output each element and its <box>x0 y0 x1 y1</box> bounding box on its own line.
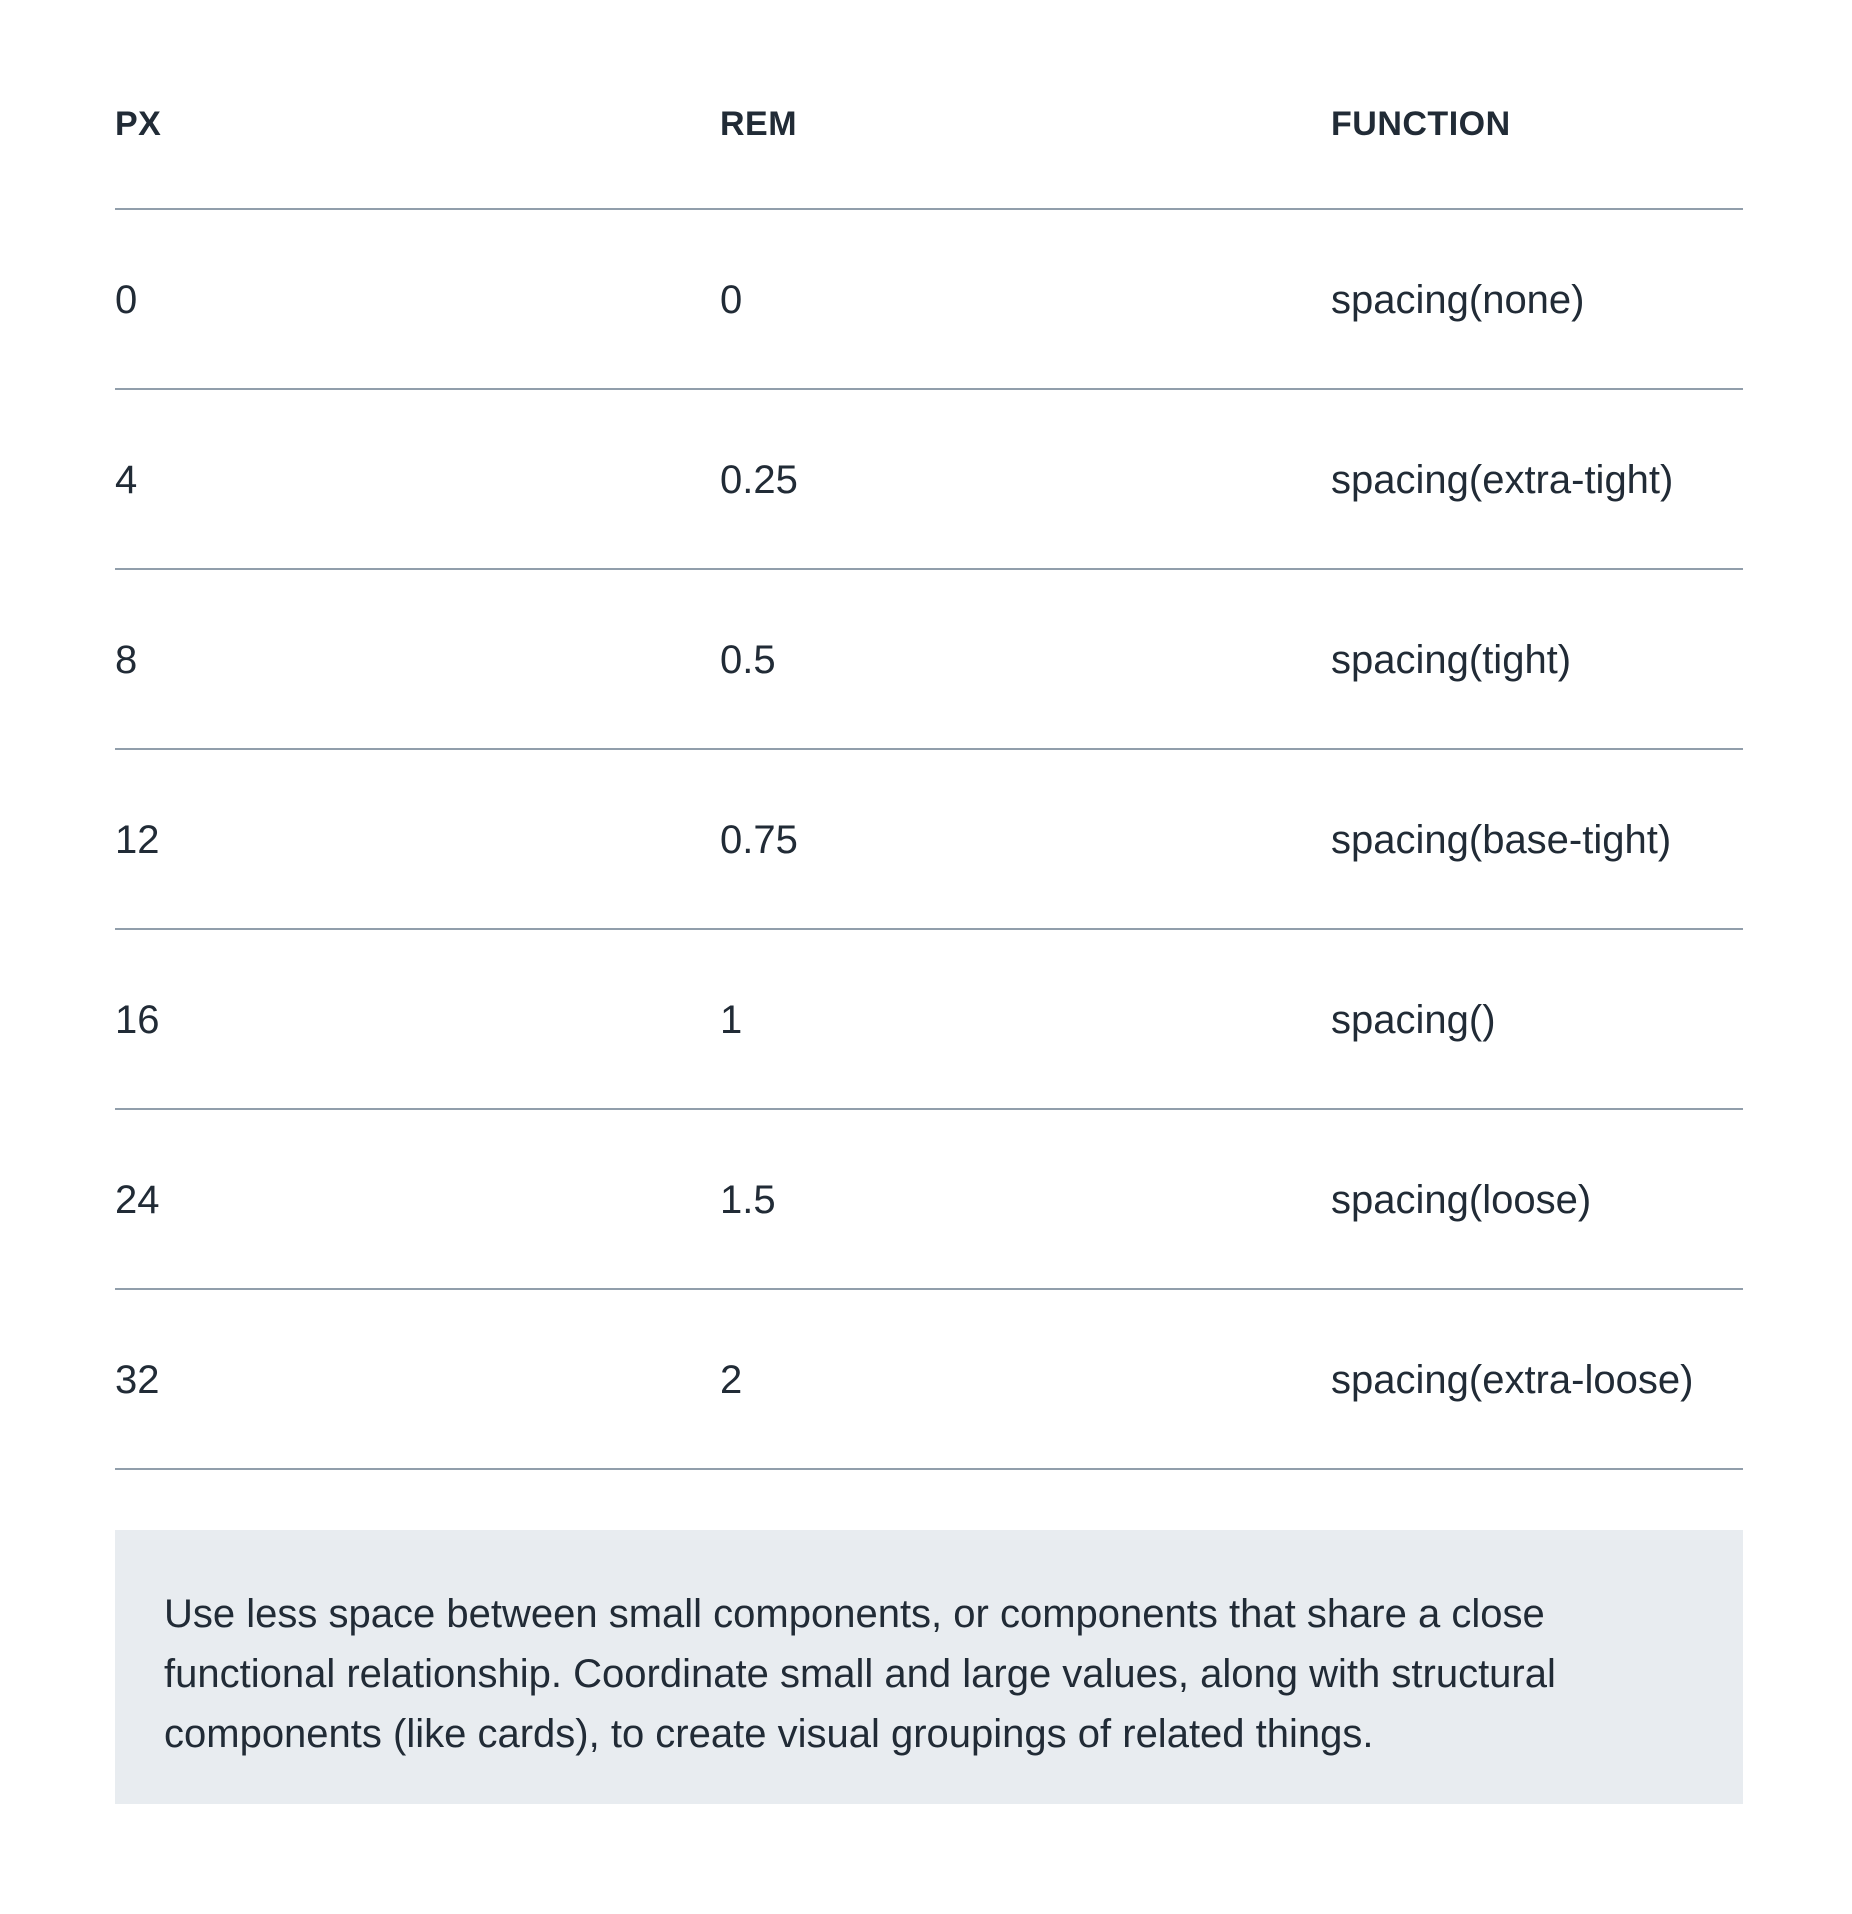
cell-px: 0 <box>115 278 138 322</box>
cell-rem: 2 <box>720 1358 743 1402</box>
table-row <box>115 210 1743 390</box>
cell-px: 12 <box>115 818 160 862</box>
header-px: PX <box>115 105 162 143</box>
table-row <box>115 750 1743 930</box>
usage-note <box>115 1530 1743 1804</box>
header-function: FUNCTION <box>1331 105 1511 143</box>
cell-function: spacing(extra-tight) <box>1331 458 1674 502</box>
cell-rem: 0.5 <box>720 638 776 682</box>
cell-rem: 1 <box>720 998 743 1042</box>
cell-function: spacing(loose) <box>1331 1178 1592 1222</box>
cell-px: 24 <box>115 1178 160 1222</box>
table-row <box>115 1290 1743 1470</box>
table-row <box>115 930 1743 1110</box>
table-row <box>115 390 1743 570</box>
table-row <box>115 1110 1743 1290</box>
cell-rem: 0 <box>720 278 743 322</box>
cell-function: spacing(extra-loose) <box>1331 1358 1694 1402</box>
cell-px: 4 <box>115 458 138 502</box>
cell-rem: 0.25 <box>720 458 798 502</box>
cell-px: 8 <box>115 638 138 682</box>
spacing-table <box>115 0 1743 1470</box>
cell-px: 16 <box>115 998 160 1042</box>
usage-note-text: Use less space between small components, or components that share a close functional relationship. Coordinate small and large values, along with structural components (like cards), to create visual groupings of related things. <box>164 1592 1556 1756</box>
cell-function: spacing(base-tight) <box>1331 818 1672 862</box>
cell-function: spacing(none) <box>1331 278 1585 322</box>
cell-rem: 1.5 <box>720 1178 776 1222</box>
cell-rem: 0.75 <box>720 818 798 862</box>
table-row <box>115 570 1743 750</box>
cell-function: spacing() <box>1331 998 1496 1042</box>
table-header-row <box>115 0 1743 210</box>
cell-function: spacing(tight) <box>1331 638 1572 682</box>
header-rem: REM <box>720 105 798 143</box>
cell-px: 32 <box>115 1358 160 1402</box>
